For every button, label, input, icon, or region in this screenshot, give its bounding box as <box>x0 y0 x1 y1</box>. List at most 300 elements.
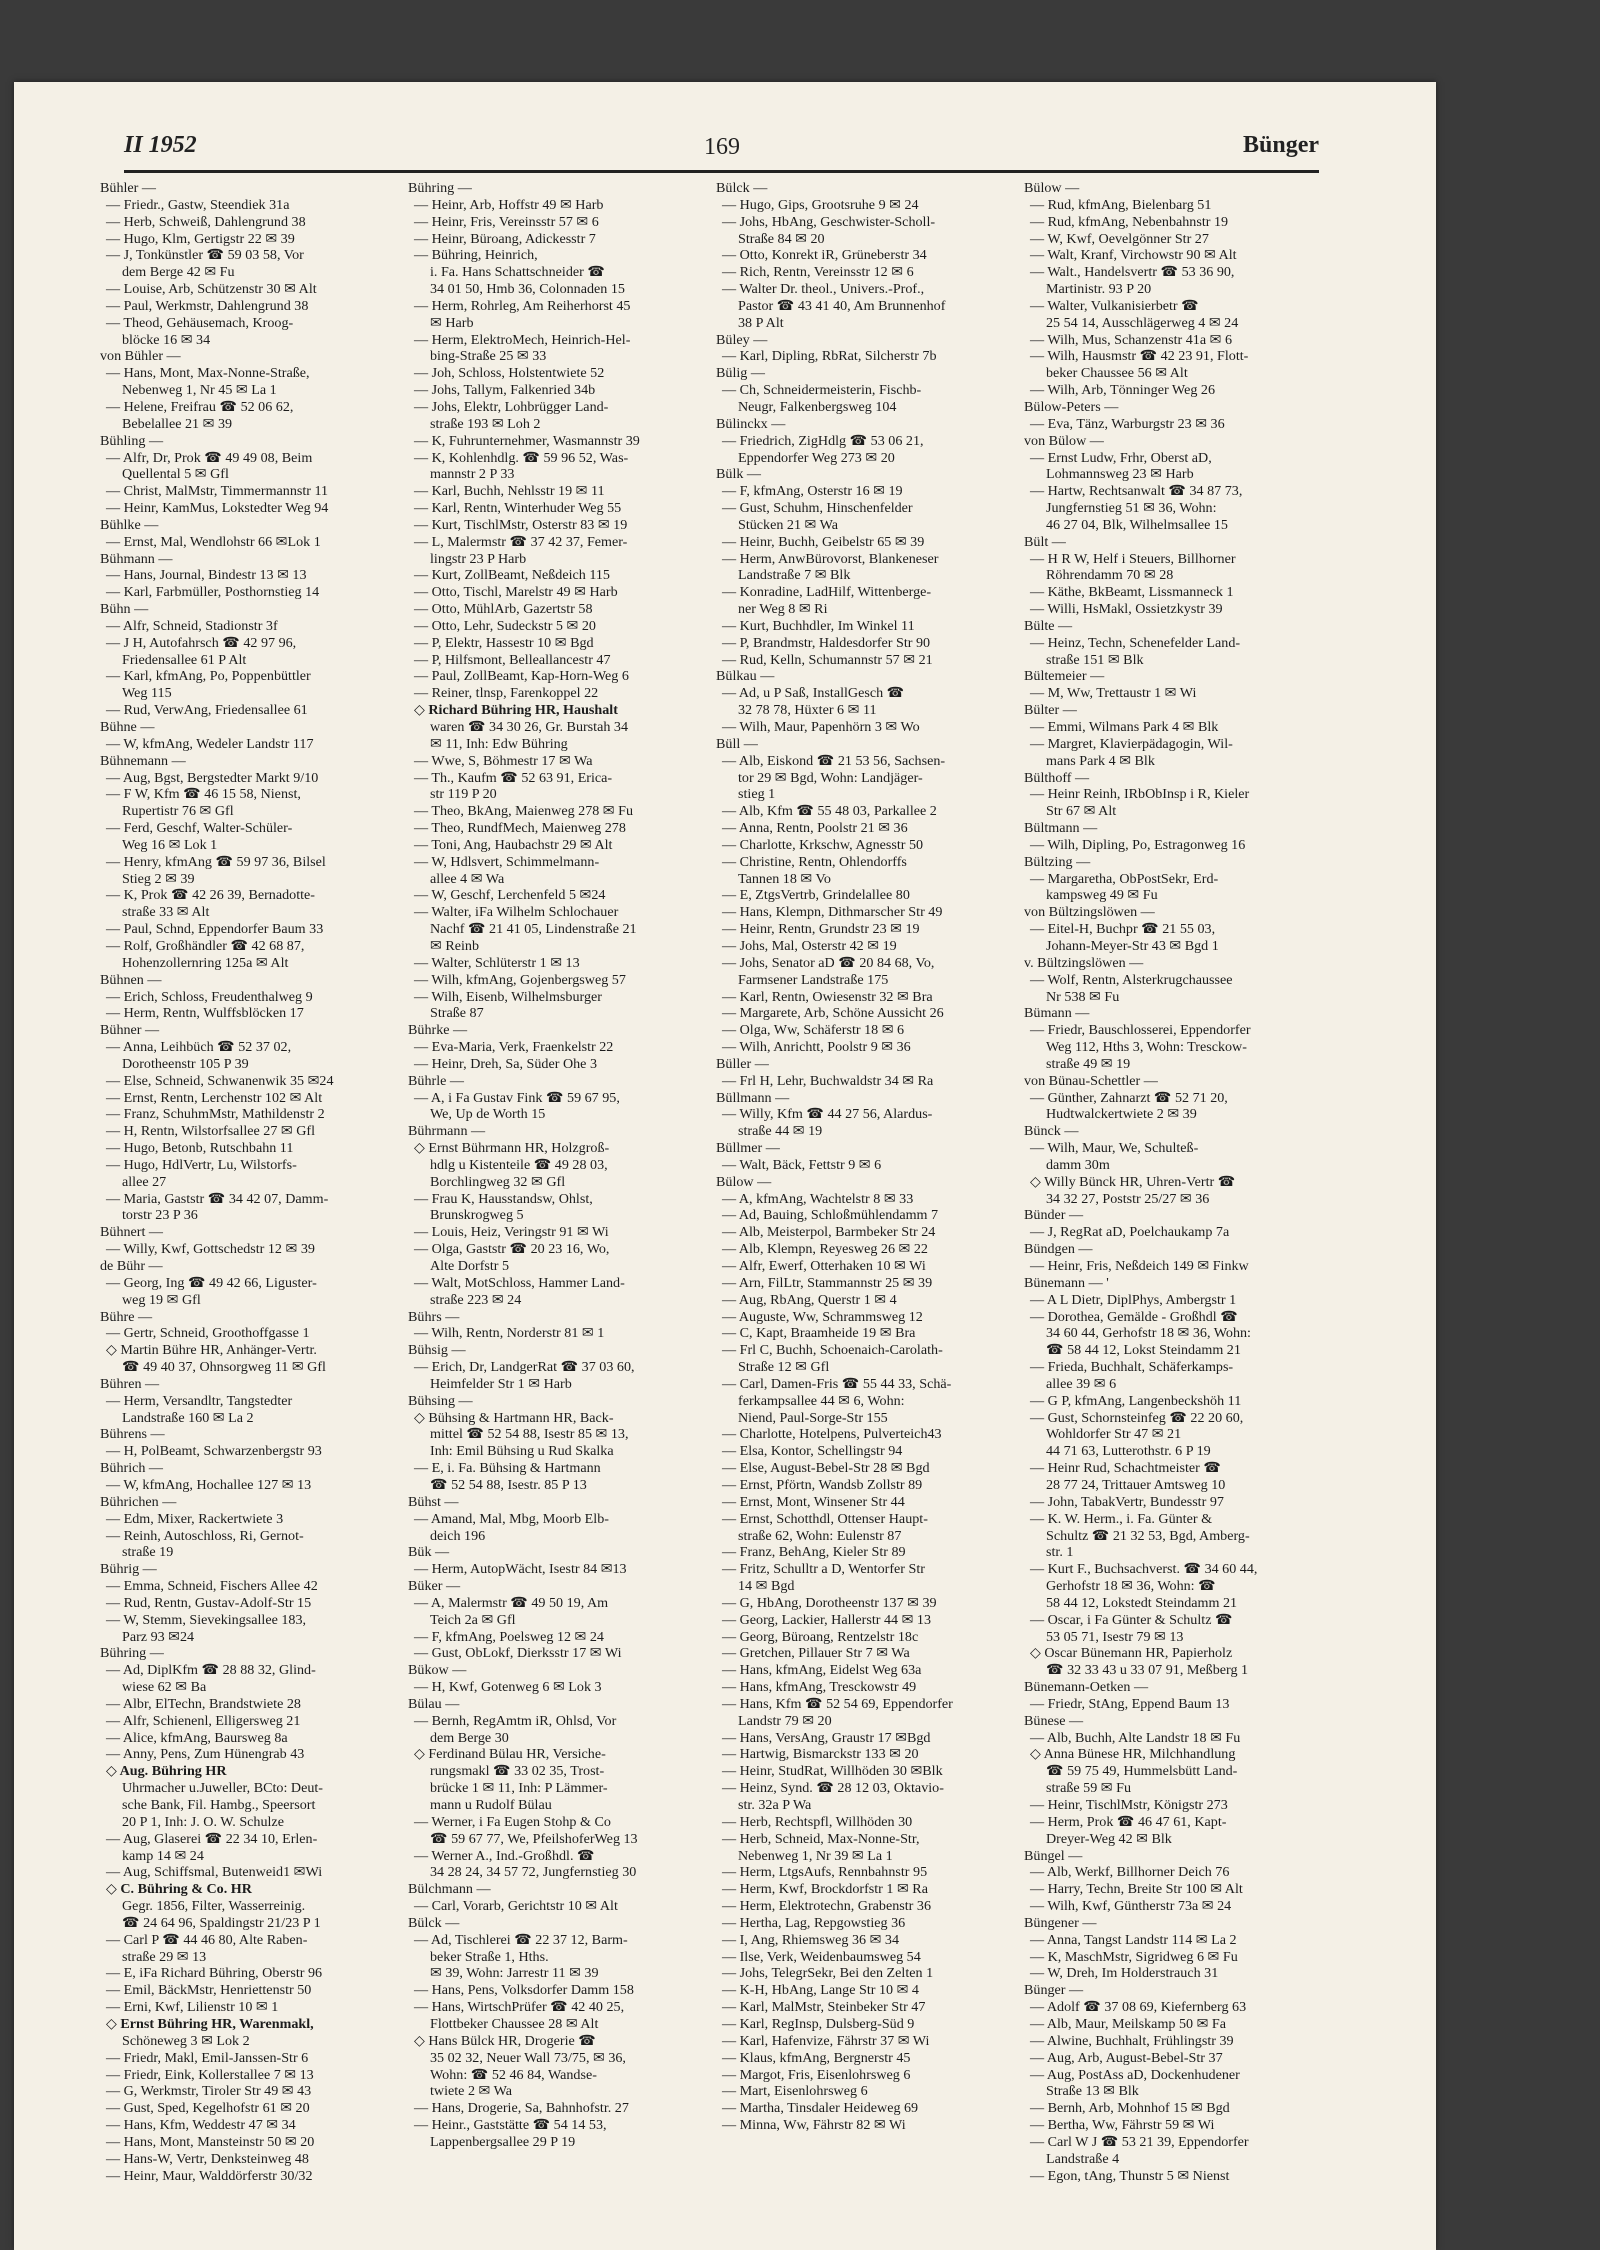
directory-entry-line: — Anna, Tangst Landstr 114 ✉ La 2 <box>1030 1931 1237 1948</box>
directory-entry-line: Borchlingweg 32 ✉ Gfl <box>430 1173 566 1190</box>
directory-entry-line: — F, kfmAng, Poelsweg 12 ✉ 24 <box>414 1628 604 1645</box>
directory-entry-line: — H, PolBeamt, Schwarzenbergstr 93 <box>106 1443 322 1460</box>
directory-entry-line: — Else, Schneid, Schwanenwik 35 ✉24 <box>106 1072 334 1089</box>
directory-entry-line: — Alb, Meisterpol, Barmbeker Str 24 <box>722 1224 936 1241</box>
directory-entry-line: Bülck — <box>716 180 768 196</box>
directory-entry-line: — Aug, PostAss aD, Dockenhudener <box>1030 2066 1240 2083</box>
directory-entry-line: — W, kfmAng, Hochallee 127 ✉ 13 <box>106 1476 312 1493</box>
directory-entry-line: — C, Kapt, Braamheide 19 ✉ Bra <box>722 1325 916 1342</box>
directory-entry-line: — Alfr, Schneid, Stadionstr 3f <box>106 617 278 634</box>
directory-entry-line: — Johs, TelegrSekr, Bei den Zelten 1 <box>722 1965 934 1982</box>
directory-entry-line: Straße 87 <box>430 1005 484 1022</box>
directory-entry-line: — Hans, VersAng, Graustr 17 ✉Bgd <box>722 1729 931 1746</box>
directory-entry-line: — Rud, kfmAng, Bielenbarg 51 <box>1030 196 1212 213</box>
directory-entry-line: Nebenweg 1, Nr 39 ✉ La 1 <box>738 1847 893 1864</box>
directory-entry-line: Hudtwalckertwiete 2 ✉ 39 <box>1046 1106 1197 1123</box>
directory-entry-line: — Albr, ElTechn, Brandstwiete 28 <box>106 1695 301 1712</box>
directory-entry-line: — Wilh, Maur, We, Schulteß- <box>1030 1140 1199 1157</box>
directory-entry-line: ✉ Harb <box>430 314 474 331</box>
directory-entry-line: — Rud, VerwAng, Friedensallee 61 <box>106 702 308 719</box>
directory-entry-line: 28 77 24, Trittauer Amtsweg 10 <box>1046 1476 1226 1493</box>
directory-entry-line: — F, kfmAng, Osterstr 16 ✉ 19 <box>722 483 903 500</box>
directory-entry-line: — Johs, Tallym, Falkenried 34b <box>414 382 596 399</box>
directory-entry-line: — Gust, Schornsteinfeg ☎ 22 20 60, <box>1030 1409 1244 1426</box>
directory-entry-line: — Herm, Kwf, Brockdorfstr 1 ✉ Ra <box>722 1881 928 1898</box>
directory-entry-line: — Otto, Lehr, Sudeckstr 5 ✉ 20 <box>414 617 596 634</box>
directory-entry-line: — Toni, Ang, Haubachstr 29 ✉ Alt <box>414 836 613 853</box>
directory-entry-line: Bühsig — <box>408 1342 466 1359</box>
directory-entry-line: Bühring — <box>408 180 472 196</box>
directory-entry-line: — Hans, Mont, Mansteinstr 50 ✉ 20 <box>106 2133 315 2150</box>
page-number: 169 <box>704 134 740 160</box>
directory-entry-line: — A, Malermstr ☎ 49 50 19, Am <box>414 1594 609 1611</box>
directory-entry-line: Bebelallee 21 ✉ 39 <box>122 415 233 432</box>
directory-entry-line: — G, Werkmstr, Tiroler Str 49 ✉ 43 <box>106 2083 312 2100</box>
directory-entry-line: — Erich, Dr, LandgerRat ☎ 37 03 60, <box>414 1359 635 1376</box>
directory-entry-line: Bühne — <box>100 719 155 735</box>
directory-entry-line: — Heinr, TischlMstr, Königstr 273 <box>1030 1797 1228 1813</box>
directory-entry-line: — Oscar, i Fa Günter & Schultz ☎ <box>1030 1611 1233 1628</box>
directory-entry-line: — Ad, DiplKfm ☎ 28 88 32, Glind- <box>106 1662 316 1679</box>
directory-entry-line: — J, Tonkünstler ☎ 59 03 58, Vor <box>106 247 304 264</box>
directory-entry-line: — Margarete, Arb, Schöne Aussicht 26 <box>722 1005 944 1022</box>
directory-entry-line: — Paul, ZollBeamt, Kap-Horn-Weg 6 <box>414 668 629 685</box>
directory-entry-line: Lohmannsweg 23 ✉ Harb <box>1046 466 1194 483</box>
directory-entry-line: — E, ZtgsVertrb, Grindelallee 80 <box>722 887 910 904</box>
directory-entry-line: — E, i. Fa. Bühsing & Hartmann <box>414 1460 601 1477</box>
directory-entry-line: Bühnemann — <box>100 752 186 769</box>
directory-entry-line: straße 151 ✉ Blk <box>1046 651 1144 668</box>
directory-entry-line: — Rud, Kelln, Schumannstr 57 ✉ 21 <box>722 651 933 668</box>
directory-entry-line: — Herm, Prok ☎ 46 47 61, Kapt- <box>1030 1813 1227 1830</box>
directory-entry-line: mann u Rudolf Bülau <box>430 1797 552 1813</box>
directory-entry-line: Schultz ☎ 21 32 53, Bgd, Amberg- <box>1046 1527 1250 1544</box>
directory-entry-line: — Margret, Klavierpädagogin, Wil- <box>1030 735 1233 752</box>
directory-entry-line: straße 33 ✉ Alt <box>122 904 210 921</box>
directory-entry-line: Bülk — <box>716 466 762 483</box>
directory-entry-line: — Otto, Tischl, Marelstr 49 ✉ Harb <box>414 584 618 601</box>
directory-entry-line: — Friedr, Makl, Emil-Janssen-Str 6 <box>106 2049 309 2066</box>
directory-entry-line: Tannen 18 ✉ Vo <box>738 870 831 887</box>
directory-entry-line: deich 196 <box>430 1527 486 1544</box>
directory-entry-line: Bührs — <box>408 1308 460 1325</box>
directory-entry-line: Str 67 ✉ Alt <box>1046 803 1117 820</box>
directory-entry-line: i. Fa. Hans Schattschneider ☎ <box>430 264 605 281</box>
directory-entry-line: damm 30m <box>1046 1156 1110 1173</box>
directory-entry-line: Bültzing — <box>1024 853 1091 870</box>
directory-entry-line: Büley — <box>716 331 768 348</box>
directory-entry-line: — Hans, Drogerie, Sa, Bahnhofstr. 27 <box>414 2100 629 2117</box>
page-header <box>124 130 1319 173</box>
directory-entry-line: — Heinr, Fris, Neßdeich 149 ✉ Finkw <box>1030 1258 1249 1274</box>
directory-entry-line: stieg 1 <box>738 786 776 803</box>
directory-entry-line: — Herb, Schweiß, Dahlengrund 38 <box>106 213 306 230</box>
directory-entry-line: — Friedrich, ZigHdlg ☎ 53 06 21, <box>722 432 924 449</box>
directory-entry-line: ◇ Martin Bühre HR, Anhänger-Vertr. <box>106 1342 317 1359</box>
directory-entry-line: — A, i Fa Gustav Fink ☎ 59 67 95, <box>414 1089 620 1106</box>
directory-entry-line: Straße 13 ✉ Blk <box>1046 2083 1139 2100</box>
directory-entry-line: straße 223 ✉ 24 <box>430 1291 522 1308</box>
directory-entry-line: — Hartw, Rechtsanwalt ☎ 34 87 73, <box>1030 483 1243 500</box>
directory-entry-line: — Heinr, Rentn, Grundstr 23 ✉ 19 <box>722 921 920 938</box>
directory-entry-line: Landstr 79 ✉ 20 <box>738 1712 832 1729</box>
directory-entry-line: — Friedr., Gastw, Steendiek 31a <box>106 196 290 213</box>
directory-entry-line: — Alfr, Schienenl, Elligersweg 21 <box>106 1712 301 1729</box>
directory-entry-line: ✉ 39, Wohn: Jarrestr 11 ✉ 39 <box>430 1965 599 1982</box>
directory-entry-line: Schöneweg 3 ✉ Lok 2 <box>122 2032 250 2049</box>
directory-entry-line: ✉ Reinb <box>430 937 479 954</box>
directory-page <box>14 82 1436 2250</box>
directory-entry-line: Martinistr. 93 P 20 <box>1046 281 1152 298</box>
directory-entry-line: — Kurt F., Buchsachverst. ☎ 34 60 44, <box>1030 1561 1258 1578</box>
directory-entry-line: Bükow — <box>408 1662 467 1679</box>
directory-entry-line: — J, RegRat aD, Poelchaukamp 7a <box>1030 1224 1230 1241</box>
directory-entry-line: — Carl W J ☎ 53 21 39, Eppendorfer <box>1030 2133 1249 2150</box>
directory-entry-line: straße 193 ✉ Loh 2 <box>430 415 541 432</box>
directory-entry-line: — Christine, Rentn, Ohlendorffs <box>722 853 907 870</box>
directory-entry-line: — P, Hilfsmont, Belleallancestr 47 <box>414 651 611 668</box>
directory-entry-line: 32 78 78, Hüxter 6 ✉ 11 <box>738 702 877 719</box>
directory-entry-line: Dorotheenstr 105 P 39 <box>122 1055 249 1072</box>
directory-entry-line: Bühmann — <box>100 550 173 567</box>
directory-entry-line: — Anna, Rentn, Poolstr 21 ✉ 36 <box>722 820 908 837</box>
directory-entry-line: allee 27 <box>122 1173 167 1190</box>
directory-entry-line: — Ilse, Verk, Weidenbaumsweg 54 <box>722 1948 921 1965</box>
directory-entry-line: — Ernst, Schotthdl, Ottenser Haupt- <box>722 1510 928 1527</box>
directory-entry-line: — Maria, Gaststr ☎ 34 42 07, Damm- <box>106 1190 329 1207</box>
directory-entry-line: Landstraße 7 ✉ Blk <box>738 567 851 584</box>
directory-entry-line: Bünemann-Oetken — <box>1024 1679 1149 1696</box>
directory-entry-line: str. 32a P Wa <box>738 1797 812 1813</box>
directory-entry-line: — Herm, AutopWächt, Isestr 84 ✉13 <box>414 1561 627 1578</box>
directory-entry-line: Bülthoff — <box>1024 769 1090 786</box>
directory-entry-line: — W, Kwf, Oevelgönner Str 27 <box>1030 230 1209 247</box>
directory-entry-line: — Johs, Elektr, Lohbrügger Land- <box>414 398 609 415</box>
directory-entry-line: — Auguste, Ww, Schrammsweg 12 <box>722 1308 923 1325</box>
directory-entry-line: Bühler — <box>100 180 156 196</box>
directory-entry-line: — Theo, RundfMech, Maienweg 278 <box>414 820 626 837</box>
directory-entry-line: — Walt, Kranf, Virchowstr 90 ✉ Alt <box>1030 247 1237 264</box>
directory-entry-line: — Heinr, Büroang, Adickesstr 7 <box>414 230 596 247</box>
directory-entry-line: — Georg, Lackier, Hallerstr 44 ✉ 13 <box>722 1611 932 1628</box>
directory-entry-line: — Herb, Rechtspfl, Willhöden 30 <box>722 1813 913 1830</box>
directory-entry-line: — Herm, LtgsAufs, Rennbahnstr 95 <box>722 1864 928 1881</box>
directory-entry-line: Johann-Meyer-Str 43 ✉ Bgd 1 <box>1046 937 1219 954</box>
directory-entry-line: — Minna, Ww, Fährstr 82 ✉ Wi <box>722 2117 906 2134</box>
directory-entry-line: — Theod, Gehäusemach, Kroog- <box>106 314 294 331</box>
directory-entry-line: ◇ Anna Bünese HR, Milchhandlung <box>1030 1746 1236 1763</box>
directory-entry-line: — Helene, Freifrau ☎ 52 06 62, <box>106 398 294 415</box>
directory-entry-line: — Alb, Eiskond ☎ 21 53 56, Sachsen- <box>722 752 946 769</box>
directory-entry-line: ferkampsallee 44 ✉ 6, Wohn: <box>738 1392 905 1409</box>
directory-entry-line: tor 29 ✉ Bgd, Wohn: Landjäger- <box>738 769 923 786</box>
directory-entry-line: — Theo, BkAng, Maienweg 278 ✉ Fu <box>414 803 634 820</box>
directory-entry-line: Weg 115 <box>122 685 172 702</box>
directory-entry-line: — Hugo, Klm, Gertigstr 22 ✉ 39 <box>106 230 295 247</box>
directory-entry-line: — P, Brandmstr, Haldesdorfer Str 90 <box>722 634 931 651</box>
directory-entry-line: — Heinr, Arb, Hoffstr 49 ✉ Harb <box>414 196 604 213</box>
directory-entry-line: — Olga, Ww, Schäferstr 18 ✉ 6 <box>722 1022 905 1039</box>
directory-entry-line: — Reiner, tlnsp, Farenkoppel 22 <box>414 685 599 702</box>
directory-entry-line: — K, Prok ☎ 42 26 39, Bernadotte- <box>106 887 315 904</box>
directory-entry-line: — Erni, Kwf, Lilienstr 10 ✉ 1 <box>106 1999 279 2016</box>
directory-entry-line: — Hans, Pens, Volksdorfer Damm 158 <box>414 1982 634 1999</box>
directory-entry-line: — Aug, RbAng, Querstr 1 ✉ 4 <box>722 1291 897 1308</box>
directory-entry-line: waren ☎ 34 30 26, Gr. Burstah 34 <box>430 719 629 735</box>
directory-entry-line: — Alice, kfmAng, Baursweg 8a <box>106 1729 288 1746</box>
directory-entry-line: Bührich — <box>100 1460 164 1477</box>
directory-entry-line: — Paul, Schnd, Eppendorfer Baum 33 <box>106 921 324 938</box>
directory-entry-line: — Ferd, Geschf, Walter-Schüler- <box>106 820 293 837</box>
directory-entry-line: 20 P 1, Inh: J. O. W. Schulze <box>122 1813 284 1830</box>
directory-entry-line: Gegr. 1856, Filter, Wasserreinig. <box>122 1898 306 1915</box>
column-2 <box>408 180 708 2200</box>
directory-entry-line: — Käthe, BkBeamt, Lissmanneck 1 <box>1030 584 1234 601</box>
directory-entry-line: — Heinz, Techn, Schenefelder Land- <box>1030 634 1241 651</box>
directory-entry-line: — Karl, Hafenvize, Fährstr 37 ✉ Wi <box>722 2032 930 2049</box>
directory-entry-line: — Walt., Handelsvertr ☎ 53 36 90, <box>1030 264 1235 281</box>
directory-entry-line: kamp 14 ✉ 24 <box>122 1847 204 1864</box>
directory-entry-line: blöcke 16 ✉ 34 <box>122 331 211 348</box>
directory-entry-line: — Edm, Mixer, Rackertwiete 3 <box>106 1510 284 1527</box>
directory-entry-line: — Anny, Pens, Zum Hünengrab 43 <box>106 1746 305 1763</box>
directory-entry-line: — Hans, Journal, Bindestr 13 ✉ 13 <box>106 567 307 584</box>
directory-entry-line: Bührke — <box>408 1022 468 1039</box>
directory-entry-line: — Bertha, Ww, Fährstr 59 ✉ Wi <box>1030 2117 1215 2134</box>
directory-entry-line: — Hans, kfmAng, Eidelst Weg 63a <box>722 1662 922 1679</box>
directory-entry-line: — H R W, Helf i Steuers, Billhorner <box>1030 550 1236 567</box>
directory-entry-line: Farmsener Landstraße 175 <box>738 971 889 988</box>
directory-entry-line: — Eva, Tänz, Warburgstr 23 ✉ 36 <box>1030 415 1225 432</box>
directory-entry-line: 46 27 04, Blk, Wilhelmsallee 15 <box>1046 516 1228 533</box>
directory-entry-line: — Anna, Leihbüch ☎ 52 37 02, <box>106 1039 292 1056</box>
directory-entry-line: brücke 1 ✉ 11, Inh: P Lämmer- <box>430 1780 608 1797</box>
directory-entry-line: — Kurt, TischlMstr, Osterstr 83 ✉ 19 <box>414 516 628 533</box>
directory-entry-line: — Fritz, Schulltr a D, Wentorfer Str <box>722 1561 925 1578</box>
directory-entry-line: Landstraße 160 ✉ La 2 <box>122 1409 254 1426</box>
directory-entry-line: — W, Geschf, Lerchenfeld 5 ✉24 <box>414 887 606 904</box>
directory-entry-line: Bülau — <box>408 1695 460 1712</box>
directory-entry-line: — Amand, Mal, Mbg, Moorb Elb- <box>414 1510 609 1527</box>
directory-entry-line: dem Berge 42 ✉ Fu <box>122 264 235 281</box>
directory-entry-line: — Wilh, Hausmstr ☎ 42 23 91, Flott- <box>1030 348 1249 365</box>
directory-entry-line: Inh: Emil Bühsing u Rud Skalka <box>430 1443 614 1460</box>
directory-entry-line: Straße 84 ✉ 20 <box>738 230 825 247</box>
directory-entry-line: — Karl, Dipling, RbRat, Silcherstr 7b <box>722 348 937 365</box>
directory-entry-line: — Rud, Rentn, Gustav-Adolf-Str 15 <box>106 1594 312 1611</box>
directory-entry-line: — Frl H, Lehr, Buchwaldstr 34 ✉ Ra <box>722 1072 934 1089</box>
directory-entry-line: Bühnen — <box>100 971 162 988</box>
directory-entry-line: Parz 93 ✉24 <box>122 1628 195 1645</box>
directory-entry-line: — A, kfmAng, Wachtelstr 8 ✉ 33 <box>722 1190 914 1207</box>
directory-entry-line: — Arn, FilLtr, Stammannstr 25 ✉ 39 <box>722 1274 933 1291</box>
directory-entry-line: von Bühler — <box>100 348 181 365</box>
directory-entry-line: — Bernh, Arb, Mohnhof 15 ✉ Bgd <box>1030 2100 1230 2117</box>
directory-entry-line: — Alb, Buchh, Alte Landstr 18 ✉ Fu <box>1030 1729 1241 1746</box>
directory-entry-line: Bühsing — <box>408 1392 473 1409</box>
directory-entry-line: — Ernst, Mont, Winsener Str 44 <box>722 1493 905 1510</box>
directory-columns <box>100 180 1330 2200</box>
directory-entry-line: — Kurt, Buchhdler, Im Winkel 11 <box>722 617 915 634</box>
directory-entry-line: 34 32 27, Poststr 25/27 ✉ 36 <box>1046 1190 1210 1207</box>
directory-entry-line: — W, Hdlsvert, Schimmelmann- <box>414 853 600 870</box>
directory-entry-line: — Hans, Kfm ☎ 52 54 69, Eppendorfer <box>722 1695 953 1712</box>
directory-entry-line: — Otto, MühlArb, Gazertstr 58 <box>414 601 593 618</box>
directory-entry-line: — Th., Kaufm ☎ 52 63 91, Erica- <box>414 769 613 786</box>
directory-entry-line: — Bernh, RegAmtm iR, Ohlsd, Vor <box>414 1712 617 1729</box>
directory-entry-line: — Willi, HsMakl, Ossietzkystr 39 <box>1030 601 1223 618</box>
directory-entry-line: Bünese — <box>1024 1712 1084 1729</box>
directory-entry-line: — Heinr, StudRat, Willhöden 30 ✉Blk <box>722 1763 943 1780</box>
directory-entry-line: — Egon, tAng, Thunstr 5 ✉ Nienst <box>1030 2167 1230 2184</box>
directory-entry-line: Bühnert — <box>100 1224 164 1241</box>
directory-entry-line: ◇ C. Bühring & Co. HR <box>106 1881 252 1898</box>
directory-entry-line: — Ernst, Pförtn, Wandsb Zollstr 89 <box>722 1476 923 1493</box>
column-3 <box>716 180 1016 2200</box>
directory-entry-line: — Hugo, HdlVertr, Lu, Wilstorfs- <box>106 1156 297 1173</box>
directory-entry-line: — Rich, Rentn, Vereinsstr 12 ✉ 6 <box>722 264 914 281</box>
directory-entry-line: — Walter, Vulkanisierbetr ☎ <box>1030 297 1199 314</box>
directory-entry-line: — K, Fuhrunternehmer, Wasmannstr 39 <box>414 432 640 449</box>
directory-entry-line: — Gust, ObLokf, Dierksstr 17 ✉ Wi <box>414 1645 622 1662</box>
directory-entry-line: — Charlotte, Hotelpens, Pulverteich43 <box>722 1426 942 1443</box>
directory-entry-line: — Heinr., Gaststätte ☎ 54 14 53, <box>414 2117 607 2134</box>
directory-entry-line: — Karl, Rentn, Winterhuder Weg 55 <box>414 500 622 517</box>
directory-entry-line: — Herm, Rentn, Wulffsblöcken 17 <box>106 1005 304 1022</box>
directory-entry-line: Bührig — <box>100 1561 157 1578</box>
directory-entry-line: Bühre — <box>100 1308 153 1325</box>
directory-entry-line: Bülow-Peters — <box>1024 398 1119 415</box>
directory-entry-line: — Hartwig, Bismarckstr 133 ✉ 20 <box>722 1746 919 1763</box>
directory-entry-line: Alte Dorfstr 5 <box>430 1258 510 1274</box>
directory-entry-line: Wohldorfer Str 47 ✉ 21 <box>1046 1426 1182 1443</box>
directory-entry-line: — Wwe, S, Böhmestr 17 ✉ Wa <box>414 752 593 769</box>
directory-entry-line: — Louise, Arb, Schützenstr 30 ✉ Alt <box>106 281 317 298</box>
directory-entry-line: — Johs, Mal, Osterstr 42 ✉ 19 <box>722 937 897 954</box>
directory-entry-line: — Wilh, kfmAng, Gojenbergsweg 57 <box>414 971 626 988</box>
directory-entry-line: — Frieda, Buchhalt, Schäferkamps- <box>1030 1359 1234 1376</box>
directory-entry-line: Bühling — <box>100 432 164 449</box>
directory-entry-line: — Wilh, Maur, Papenhörn 3 ✉ Wo <box>722 719 920 735</box>
directory-entry-line: — Alfr, Dr, Prok ☎ 49 49 08, Beim <box>106 449 313 466</box>
directory-entry-line: — Frau K, Hausstandsw, Ohlst, <box>414 1190 593 1207</box>
directory-entry-line: — Emmi, Wilmans Park 4 ✉ Blk <box>1030 719 1219 735</box>
directory-entry-line: — G, HbAng, Dorotheenstr 137 ✉ 39 <box>722 1594 937 1611</box>
directory-entry-line: Bülinckx — <box>716 415 786 432</box>
directory-entry-line: — W, Dreh, Im Holderstrauch 31 <box>1030 1965 1219 1982</box>
directory-entry-line: Heimfelder Str 1 ✉ Harb <box>430 1375 572 1392</box>
column-4 <box>1024 180 1324 2200</box>
directory-entry-line: beker Straße 1, Hths. <box>430 1948 549 1965</box>
directory-entry-line: v. Bültzingslöwen — <box>1024 954 1144 971</box>
directory-entry-line: — Heinr, Dreh, Sa, Süder Ohe 3 <box>414 1055 598 1072</box>
directory-entry-line: dem Berge 30 <box>430 1729 509 1746</box>
directory-entry-line: twiete 2 ✉ Wa <box>430 2083 513 2100</box>
directory-entry-line: — Gust, Schuhm, Hinschenfelder <box>722 500 913 517</box>
directory-entry-line: — Hans, Klempn, Dithmarscher Str 49 <box>722 904 943 921</box>
directory-entry-line: Büllmann — <box>716 1089 790 1106</box>
directory-entry-line: Bünder — <box>1024 1207 1084 1224</box>
directory-entry-line: allee 39 ✉ 6 <box>1046 1375 1117 1392</box>
directory-entry-line: Büker — <box>408 1578 461 1595</box>
directory-entry-line: Bührmann — <box>408 1123 486 1140</box>
directory-entry-line: — Hans, Mont, Max-Nonne-Straße, <box>106 365 310 382</box>
directory-entry-line: — Henry, kfmAng ☎ 59 97 36, Bilsel <box>106 853 326 870</box>
directory-entry-line: — Gretchen, Pillauer Str 7 ✉ Wa <box>722 1645 910 1662</box>
directory-entry-line: — L, Malermstr ☎ 37 42 37, Femer- <box>414 533 628 550</box>
directory-entry-line: — Margot, Fris, Eisenlohrsweg 6 <box>722 2066 911 2083</box>
directory-entry-line: — Joh, Schloss, Holstentwiete 52 <box>414 365 605 382</box>
directory-entry-line: — Hans, WirtschPrüfer ☎ 42 40 25, <box>414 1999 625 2016</box>
directory-entry-line: — Karl, kfmAng, Po, Poppenbüttler <box>106 668 311 685</box>
directory-entry-line: Eppendorfer Weg 273 ✉ 20 <box>738 449 895 466</box>
directory-entry-line: — Werner A., Ind.-Großhdl. ☎ <box>414 1847 595 1864</box>
directory-entry-line: Niend, Paul-Sorge-Str 155 <box>738 1409 888 1426</box>
directory-entry-line: — Georg, Ing ☎ 49 42 66, Liguster- <box>106 1274 317 1291</box>
directory-entry-line: — Ernst Ludw, Frhr, Oberst aD, <box>1030 449 1212 466</box>
directory-entry-line: Quellental 5 ✉ Gfl <box>122 466 229 483</box>
directory-entry-line: Wohn: ☎ 52 46 84, Wandse- <box>430 2066 597 2083</box>
directory-entry-line: — P, Elektr, Hassestr 10 ✉ Bgd <box>414 634 594 651</box>
directory-entry-line: beker Chaussee 56 ✉ Alt <box>1046 365 1188 382</box>
directory-entry-line: — W, Stemm, Sievekingsallee 183, <box>106 1611 307 1628</box>
directory-entry-line: kampsweg 49 ✉ Fu <box>1046 887 1158 904</box>
directory-entry-line: — E, iFa Richard Bühring, Oberstr 96 <box>106 1965 323 1982</box>
directory-entry-line: Bühring — <box>100 1645 164 1662</box>
directory-entry-line: straße 49 ✉ 19 <box>1046 1055 1131 1072</box>
directory-entry-line: Teich 2a ✉ Gfl <box>430 1611 516 1628</box>
directory-entry-line: — Herm, Elektrotechn, Grabenstr 36 <box>722 1898 931 1915</box>
directory-entry-line: Röhrendamm 70 ✉ 28 <box>1046 567 1174 584</box>
directory-entry-line: — Alwine, Buchhalt, Frühlingstr 39 <box>1030 2032 1234 2049</box>
directory-entry-line: Nachf ☎ 21 41 05, Lindenstraße 21 <box>430 921 637 938</box>
directory-entry-line: straße 29 ✉ 13 <box>122 1948 207 1965</box>
directory-entry-line: — Martha, Tinsdaler Heideweg 69 <box>722 2100 919 2117</box>
directory-entry-line: lingstr 23 P Harb <box>430 550 527 567</box>
directory-entry-line: — Heinr, KamMus, Lokstedter Weg 94 <box>106 500 329 517</box>
directory-entry-line: 58 44 12, Lokstedt Steindamm 21 <box>1046 1594 1238 1611</box>
directory-entry-line: — Christ, MalMstr, Timmermannstr 11 <box>106 483 329 500</box>
directory-entry-line: 44 71 63, Lutterothstr. 6 P 19 <box>1046 1443 1211 1460</box>
directory-entry-line: 25 54 14, Ausschlägerweg 4 ✉ 24 <box>1046 314 1239 331</box>
directory-entry-line: — Friedr, StAng, Eppend Baum 13 <box>1030 1695 1230 1712</box>
directory-entry-line: — Paul, Werkmstr, Dahlengrund 38 <box>106 297 309 314</box>
directory-entry-line: mans Park 4 ✉ Blk <box>1046 752 1155 769</box>
directory-entry-line: Uhrmacher u.Juweller, BCto: Deut- <box>122 1780 324 1797</box>
directory-entry-line: ☎ 59 67 77, We, PfeilshoferWeg 13 <box>430 1830 638 1847</box>
directory-entry-line: — F W, Kfm ☎ 46 15 58, Nienst, <box>106 786 301 803</box>
directory-entry-line: — Willy, Kfm ☎ 44 27 56, Alardus- <box>722 1106 933 1123</box>
directory-entry-line: — Bühring, Heinrich, <box>414 247 538 264</box>
directory-entry-line: — Reinh, Autoschloss, Ri, Gernot- <box>106 1527 304 1544</box>
directory-entry-line: — Herm, Rohrleg, Am Reiherhorst 45 <box>414 297 631 314</box>
directory-entry-line: — J H, Autofahrsch ☎ 42 97 96, <box>106 634 297 651</box>
directory-entry-line: — Karl, RegInsp, Dulsberg-Süd 9 <box>722 2015 915 2032</box>
directory-entry-line: — Hugo, Betonb, Rutschbahn 11 <box>106 1140 294 1157</box>
directory-entry-line: Friedensallee 61 P Alt <box>122 651 247 668</box>
directory-entry-line: 34 01 50, Hmb 36, Colonnaden 15 <box>430 281 625 298</box>
directory-entry-line: — Walter, Schlüterstr 1 ✉ 13 <box>414 954 580 971</box>
directory-entry-line: — Wilh, Eisenb, Wilhelmsburger <box>414 988 602 1005</box>
directory-entry-line: — Harry, Techn, Breite Str 100 ✉ Alt <box>1030 1881 1243 1898</box>
directory-entry-line: — Wilh, Rentn, Norderstr 81 ✉ 1 <box>414 1325 605 1342</box>
directory-entry-line: von Bültzingslöwen — <box>1024 904 1155 921</box>
directory-entry-line: Bülig — <box>716 365 765 382</box>
directory-entry-line: straße 44 ✉ 19 <box>738 1123 823 1140</box>
directory-entry-line: Landstraße 4 <box>1046 2150 1120 2167</box>
directory-entry-line: — Walter Dr. theol., Univers.-Prof., <box>722 281 925 298</box>
directory-entry-line: — Wilh, Kwf, Güntherstr 73a ✉ 24 <box>1030 1898 1232 1915</box>
